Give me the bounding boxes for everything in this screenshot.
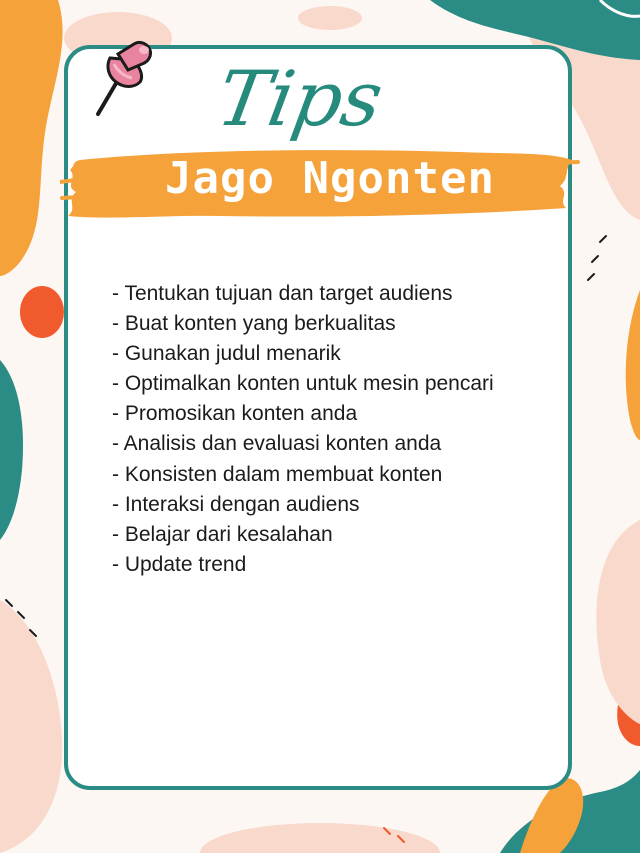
pushpin-icon [88, 36, 158, 120]
list-item: - Tentukan tujuan dan target audiens [112, 282, 453, 305]
orange-blob-top-left [0, 0, 63, 276]
tips-list [112, 279, 494, 580]
title-main: Jago Ngonten [165, 153, 495, 204]
list-item: - Optimalkan konten untuk mesin pencari [112, 372, 494, 396]
blush-blob-right [596, 520, 640, 724]
list-item: - Interaksi dengan audiens [112, 492, 360, 516]
teal-blob-left [0, 360, 23, 540]
dash-accent-right [588, 236, 606, 280]
list-item: - Konsisten dalam membuat konten [112, 462, 443, 486]
list-item: - Gunakan judul menarik [112, 342, 341, 366]
blush-blob-left [0, 600, 62, 853]
blush-blob-bottom [200, 823, 440, 853]
list-item: - Buat konten yang berkualitas [112, 312, 396, 336]
coral-blob-left [20, 286, 64, 338]
list-item: - Analisis dan evaluasi konten anda [112, 432, 442, 456]
orange-blob-right [626, 290, 640, 440]
list-item: - Promosikan konten anda [112, 402, 358, 426]
title-script: Tips [210, 54, 390, 143]
list-item: - Update trend [112, 552, 247, 576]
list-item: - Belajar dari kesalahan [112, 522, 333, 546]
blush-blob-top-center [298, 6, 362, 30]
